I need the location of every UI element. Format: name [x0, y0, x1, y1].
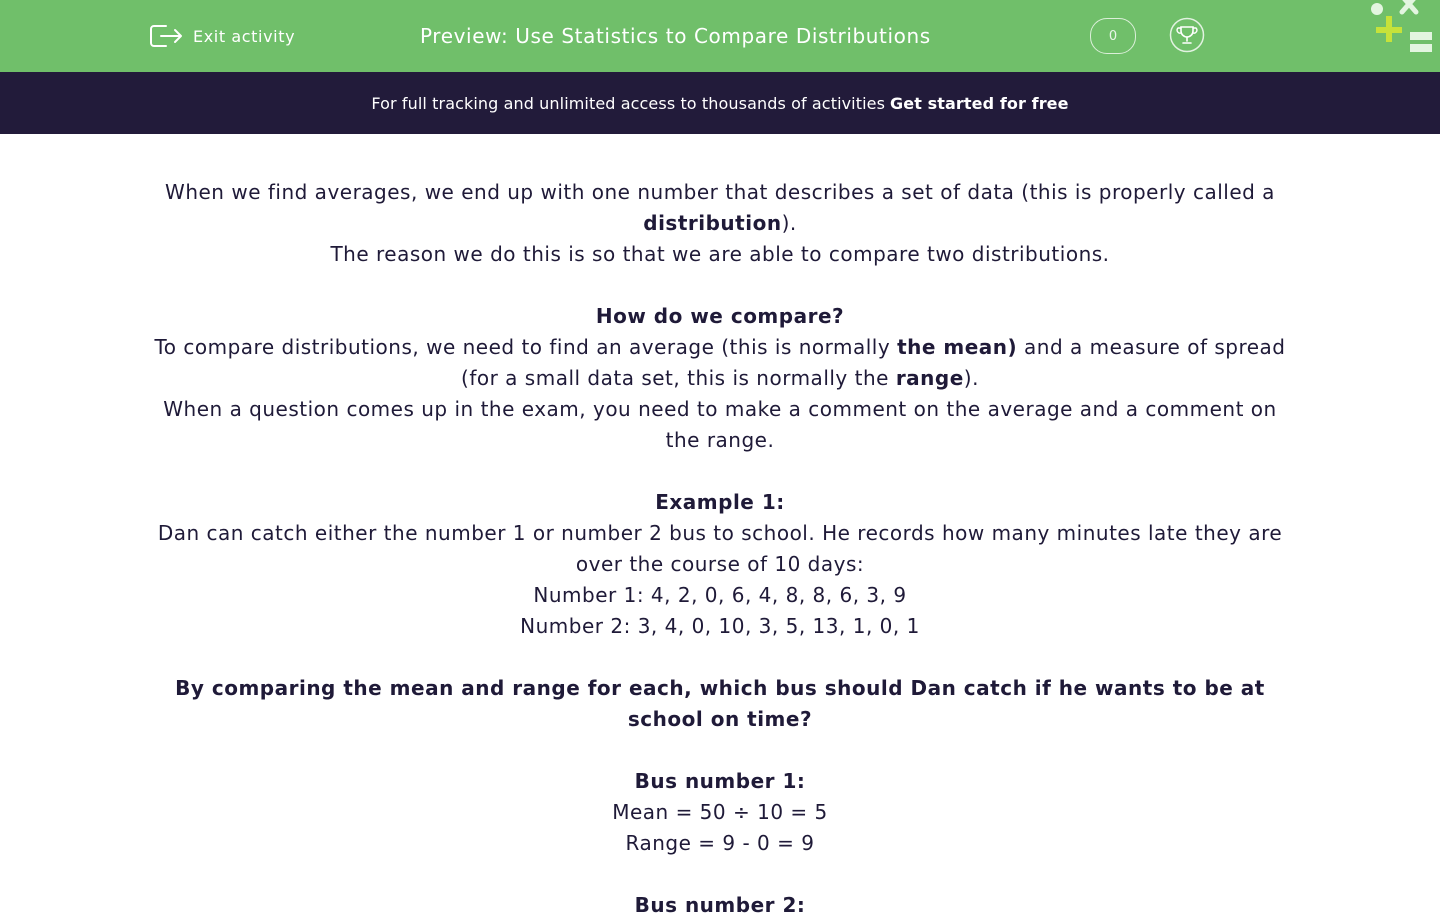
spacer	[148, 456, 1292, 487]
intro-paragraph-2: The reason we do this is so that we are able to compare two distributions.	[330, 242, 1110, 266]
trophy-icon[interactable]	[1169, 17, 1205, 53]
brand-logo	[1366, 0, 1440, 60]
intro-end: ).	[781, 211, 797, 235]
spacer	[148, 642, 1292, 673]
intro-paragraph	[148, 177, 1292, 239]
bus1-heading	[148, 766, 1292, 797]
question-text: By comparing the mean and range for each, which bus should Dan catch if he wants to be at school on time?	[175, 676, 1265, 731]
bus1-range: Range = 9 - 0 = 9	[625, 831, 815, 855]
example-heading	[148, 487, 1292, 518]
score-badge: 0	[1090, 18, 1136, 54]
example-paragraph: Dan can catch either the number 1 or number 2 bus to school. He records how many minutes late they are over the course of 10 days:	[157, 521, 1283, 576]
compare-text-2: and a measure of spread (for a small data set, this is normally the	[461, 335, 1286, 390]
question	[148, 673, 1292, 735]
promo-text: For full tracking and unlimited access to thousands of activities	[371, 93, 886, 113]
get-started-link[interactable]: Get started for free	[890, 93, 1069, 113]
spacer	[148, 859, 1292, 890]
page-title: Preview: Use Statistics to Compare Distributions	[420, 24, 931, 48]
compare-text-1: To compare distributions, we need to find an average (this is normally	[154, 335, 891, 359]
exam-paragraph: When a question comes up in the exam, you need to make a comment on the average and a comment on the range.	[163, 397, 1277, 452]
term-mean: the mean)	[897, 335, 1018, 359]
compare-paragraph	[148, 332, 1292, 394]
compare-heading	[148, 301, 1292, 332]
spacer	[148, 735, 1292, 766]
bus2-heading	[148, 890, 1292, 921]
compare-end: ).	[963, 366, 979, 390]
bus1-mean: Mean = 50 ÷ 10 = 5	[612, 800, 828, 824]
exit-activity-label: Exit activity	[193, 26, 296, 46]
promo-banner	[0, 72, 1440, 134]
example-heading-text: Example 1:	[655, 490, 785, 514]
top-bar	[0, 0, 1440, 72]
term-range: range	[895, 366, 964, 390]
exit-activity-button[interactable]	[148, 18, 295, 54]
compare-heading-text: How do we compare?	[595, 304, 845, 328]
bus1-heading-text: Bus number 1:	[634, 769, 806, 793]
exit-icon	[148, 21, 184, 51]
bus2-heading-text: Bus number 2:	[634, 893, 806, 917]
bus2-data: Number 2: 3, 4, 0, 10, 3, 5, 13, 1, 0, 1	[520, 614, 920, 638]
term-distribution: distribution	[643, 211, 782, 235]
lesson-content	[148, 177, 1292, 921]
spacer	[148, 270, 1292, 301]
bus1-data: Number 1: 4, 2, 0, 6, 4, 8, 8, 6, 3, 9	[533, 583, 907, 607]
intro-text: When we find averages, we end up with one number that describes a set of data (this is properly called a	[165, 180, 1275, 204]
